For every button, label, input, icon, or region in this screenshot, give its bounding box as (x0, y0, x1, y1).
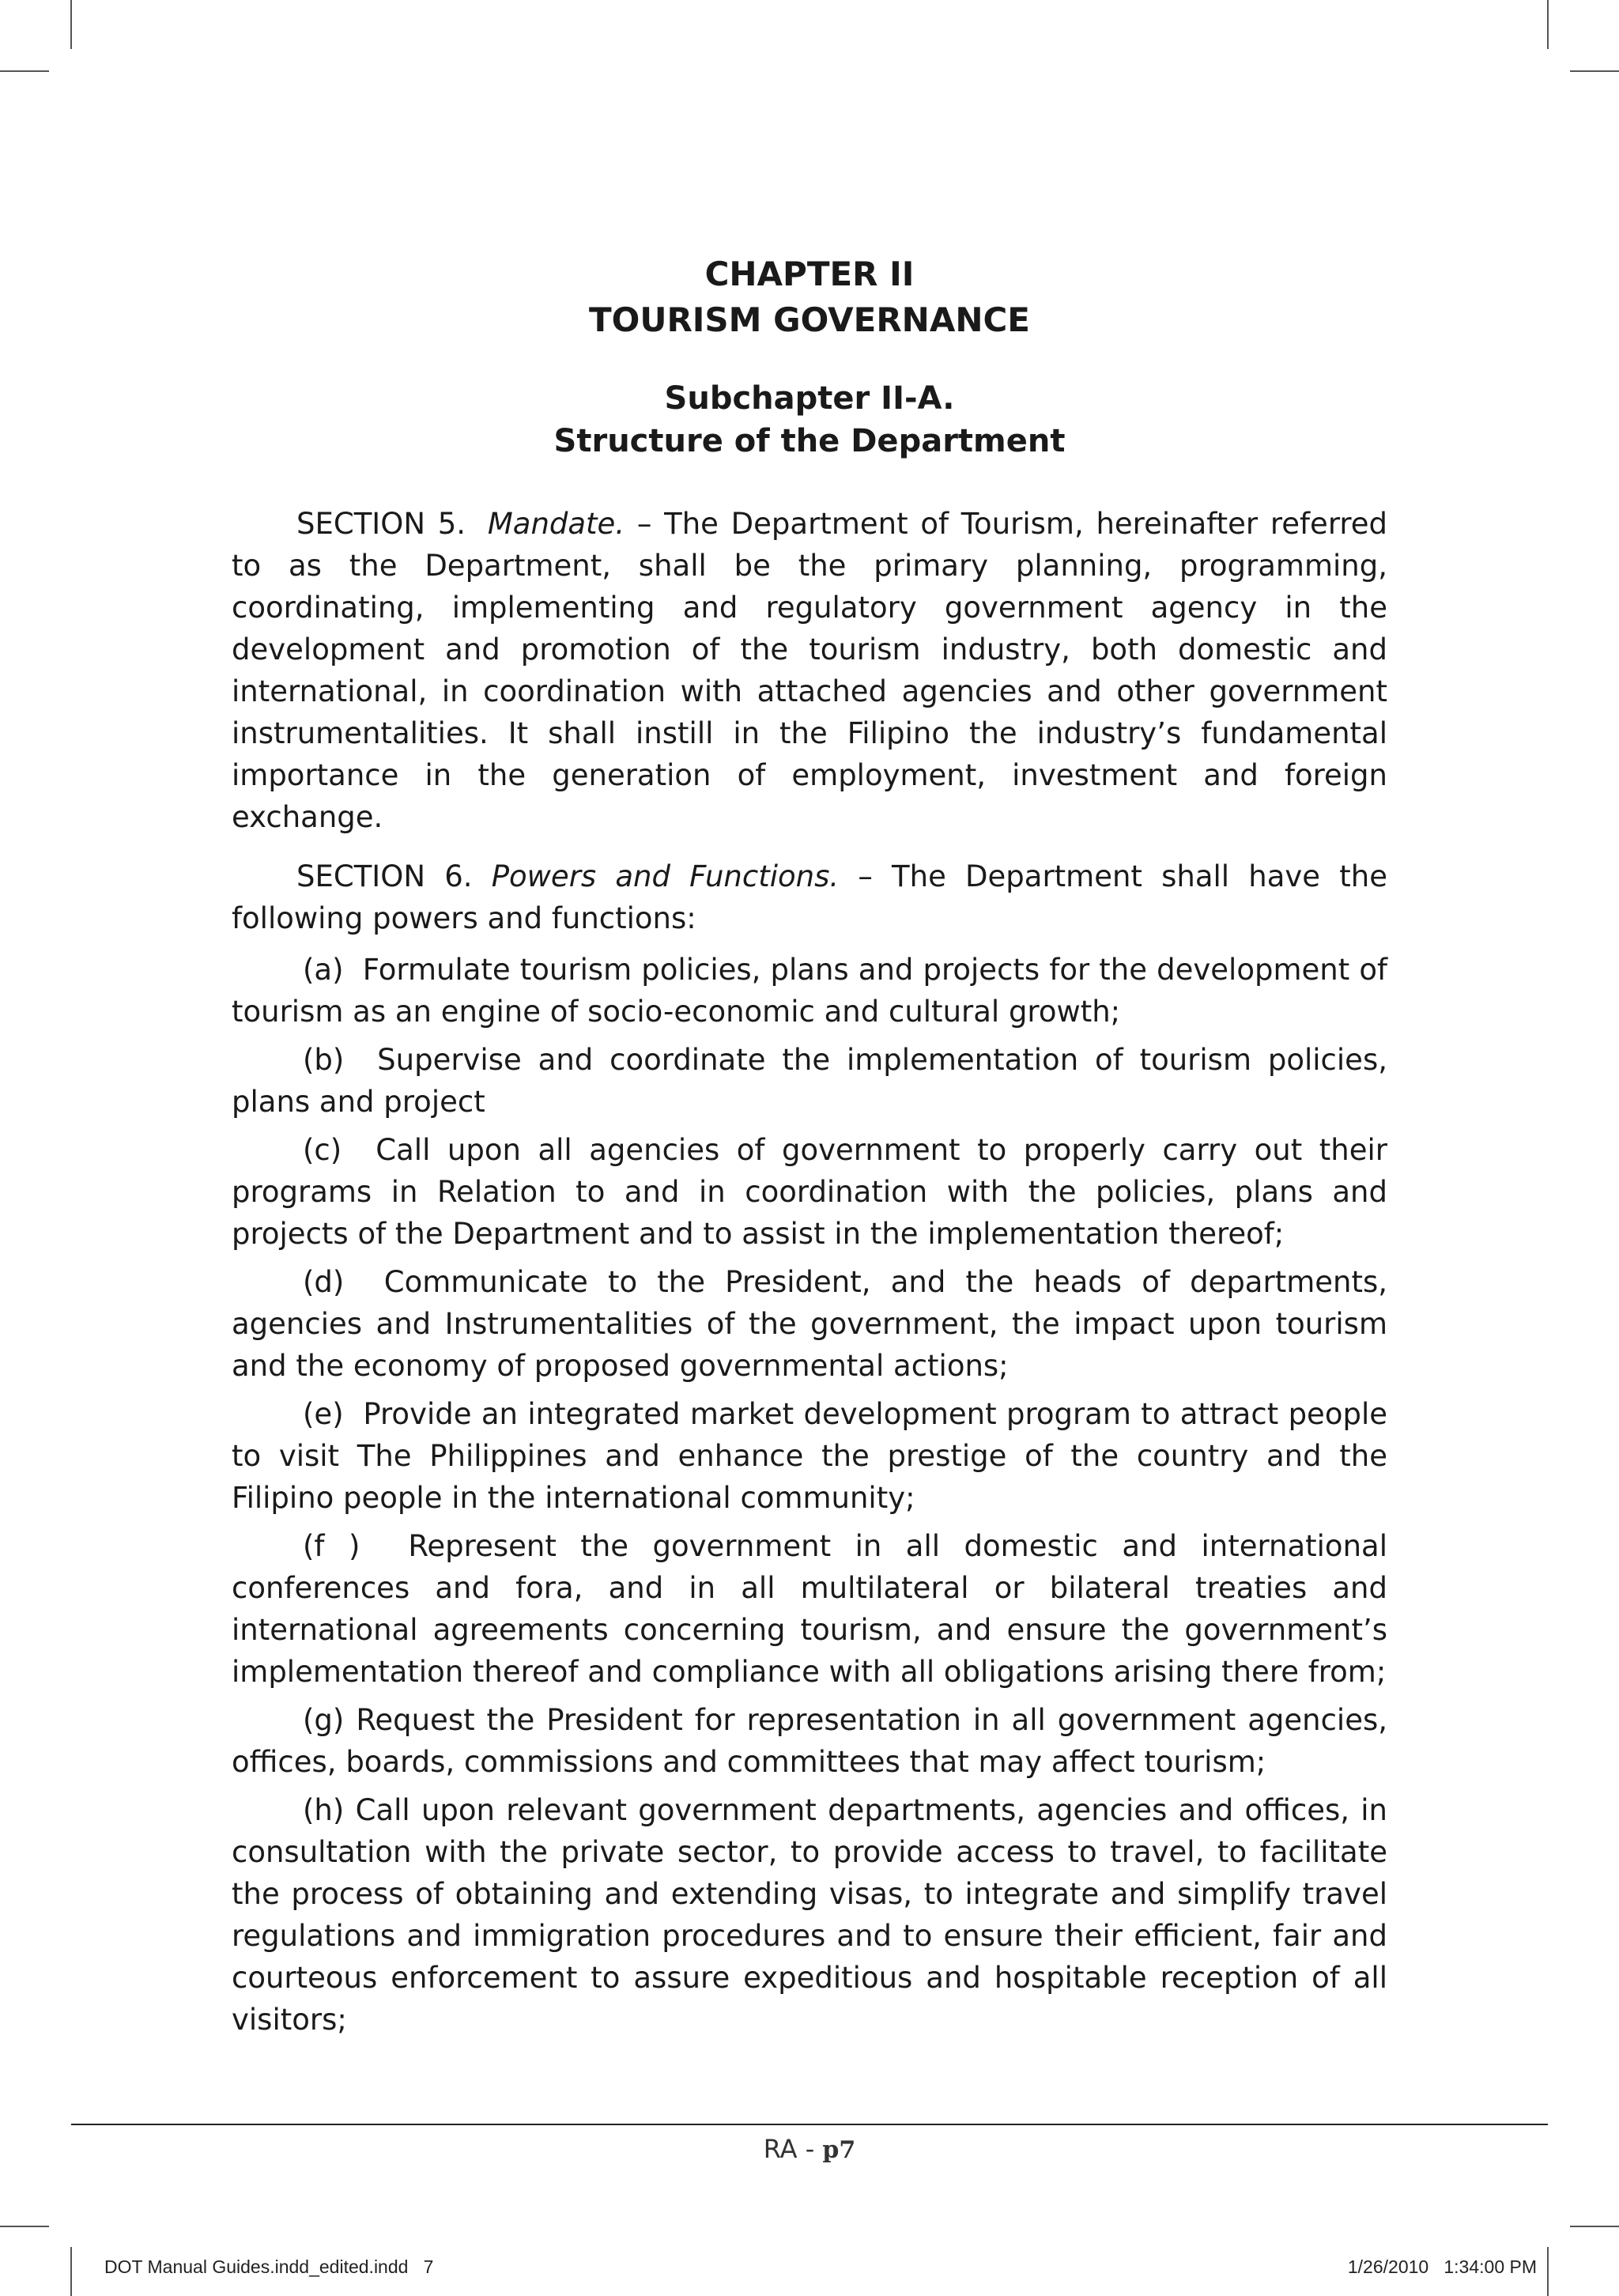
section-6-intro: – The Department shall have the following powers and functions: (232, 859, 1387, 935)
item-label: (e) (303, 1397, 344, 1431)
section-5-text: – The Department of Tourism, hereinafter referred to as the Department, shall be the primary planning, programming, coordinating, implementing and regulatory government agency in the development and promotion of the tourism industry, both domestic and international, in coordination with attached agencies and other government instrumentalities. It shall instill in the Filipino the industry’s fundamental importance in the generation of employment, investment and foreign exchange. (232, 507, 1388, 834)
item-label: (h) (303, 1793, 345, 1827)
section-6-item-a (232, 949, 1387, 1033)
chapter-number: CHAPTER II (704, 255, 915, 293)
item-label: (c) (303, 1133, 342, 1167)
section-6-intro-paragraph (232, 855, 1387, 939)
section-6 (232, 855, 1387, 2047)
subchapter-heading (0, 377, 1619, 463)
page-prefix: RA - (763, 2134, 815, 2164)
crop-mark-bottom-left-horizontal (0, 2226, 49, 2227)
page-reference (0, 2133, 1619, 2166)
print-slug-filename: DOT Manual Guides.indd_edited.indd 7 (104, 2256, 434, 2277)
item-text: Represent the government in all domestic and international conferences and fora, and in all multilateral or bilateral treaties and international agreements concerning tourism, and ensure the government’s implementation thereof and compliance with all obligations arising there from; (232, 1529, 1387, 1689)
item-text: Supervise and coordinate the implementation of tourism policies, plans and project (232, 1043, 1387, 1119)
subchapter-number: Subchapter II-A. (664, 380, 955, 417)
crop-mark-top-left-horizontal (0, 70, 49, 72)
chapter-heading (0, 251, 1619, 343)
section-6-item-b (232, 1039, 1387, 1123)
section-5 (232, 503, 1387, 838)
crop-mark-bottom-left-vertical (70, 2247, 72, 2296)
section-6-number: SECTION 6. (296, 859, 473, 893)
section-5-paragraph (232, 503, 1387, 838)
crop-mark-top-right-horizontal (1570, 70, 1619, 72)
crop-mark-top-left-vertical (70, 0, 72, 49)
section-5-number: SECTION 5. (296, 507, 466, 541)
crop-mark-bottom-right-vertical (1547, 2247, 1549, 2296)
item-label: (g) (303, 1703, 345, 1737)
section-6-item-c (232, 1129, 1387, 1255)
section-6-item-h (232, 1789, 1387, 2041)
section-5-title: Mandate. (487, 507, 625, 541)
item-label: (d) (303, 1265, 345, 1299)
crop-mark-bottom-right-horizontal (1570, 2226, 1619, 2227)
item-text: Communicate to the President, and the heads of departments, agencies and Instrumentalities of the government, the impact upon tourism and the economy of proposed governmental actions; (232, 1265, 1388, 1383)
section-6-item-g (232, 1699, 1387, 1783)
item-text: Formulate tourism policies, plans and projects for the development of tourism as an engine of socio-economic and cultural growth; (232, 953, 1387, 1029)
item-text: Provide an integrated market development program to attract people to visit The Philippines and enhance the prestige of the country and the Filipino people in the international community; (232, 1397, 1387, 1515)
item-label: (f ) (303, 1529, 360, 1563)
item-text: Request the President for representation in all government agencies, offices, boards, commissions and committees that may affect tourism; (232, 1703, 1388, 1779)
page-number: p7 (822, 2136, 856, 2164)
item-text: Call upon all agencies of government to properly carry out their programs in Relation to and in coordination with the policies, plans and projects of the Department and to assist in the implementation thereof; (232, 1133, 1387, 1251)
footer-divider (71, 2124, 1548, 2125)
chapter-title: TOURISM GOVERNANCE (589, 300, 1030, 339)
crop-mark-top-right-vertical (1547, 0, 1549, 49)
item-text: Call upon relevant government departments, agencies and offices, in consultation with the private sector, to provide access to travel, to facilitate the process of obtaining and extending visas, to integrate and simplify travel regulations and immigration procedures and to ensure their efficient, fair and courteous enforcement to assure expeditious and hospitable reception of all visitors; (232, 1793, 1387, 2037)
section-6-title: Powers and Functions. (491, 859, 840, 893)
section-6-item-e (232, 1393, 1387, 1519)
item-label: (a) (303, 953, 344, 987)
item-label: (b) (303, 1043, 345, 1077)
subchapter-title: Structure of the Department (553, 423, 1066, 459)
section-6-item-f (232, 1525, 1387, 1693)
print-slug-timestamp: 1/26/2010 1:34:00 PM (1347, 2256, 1537, 2277)
section-6-item-d (232, 1261, 1387, 1387)
